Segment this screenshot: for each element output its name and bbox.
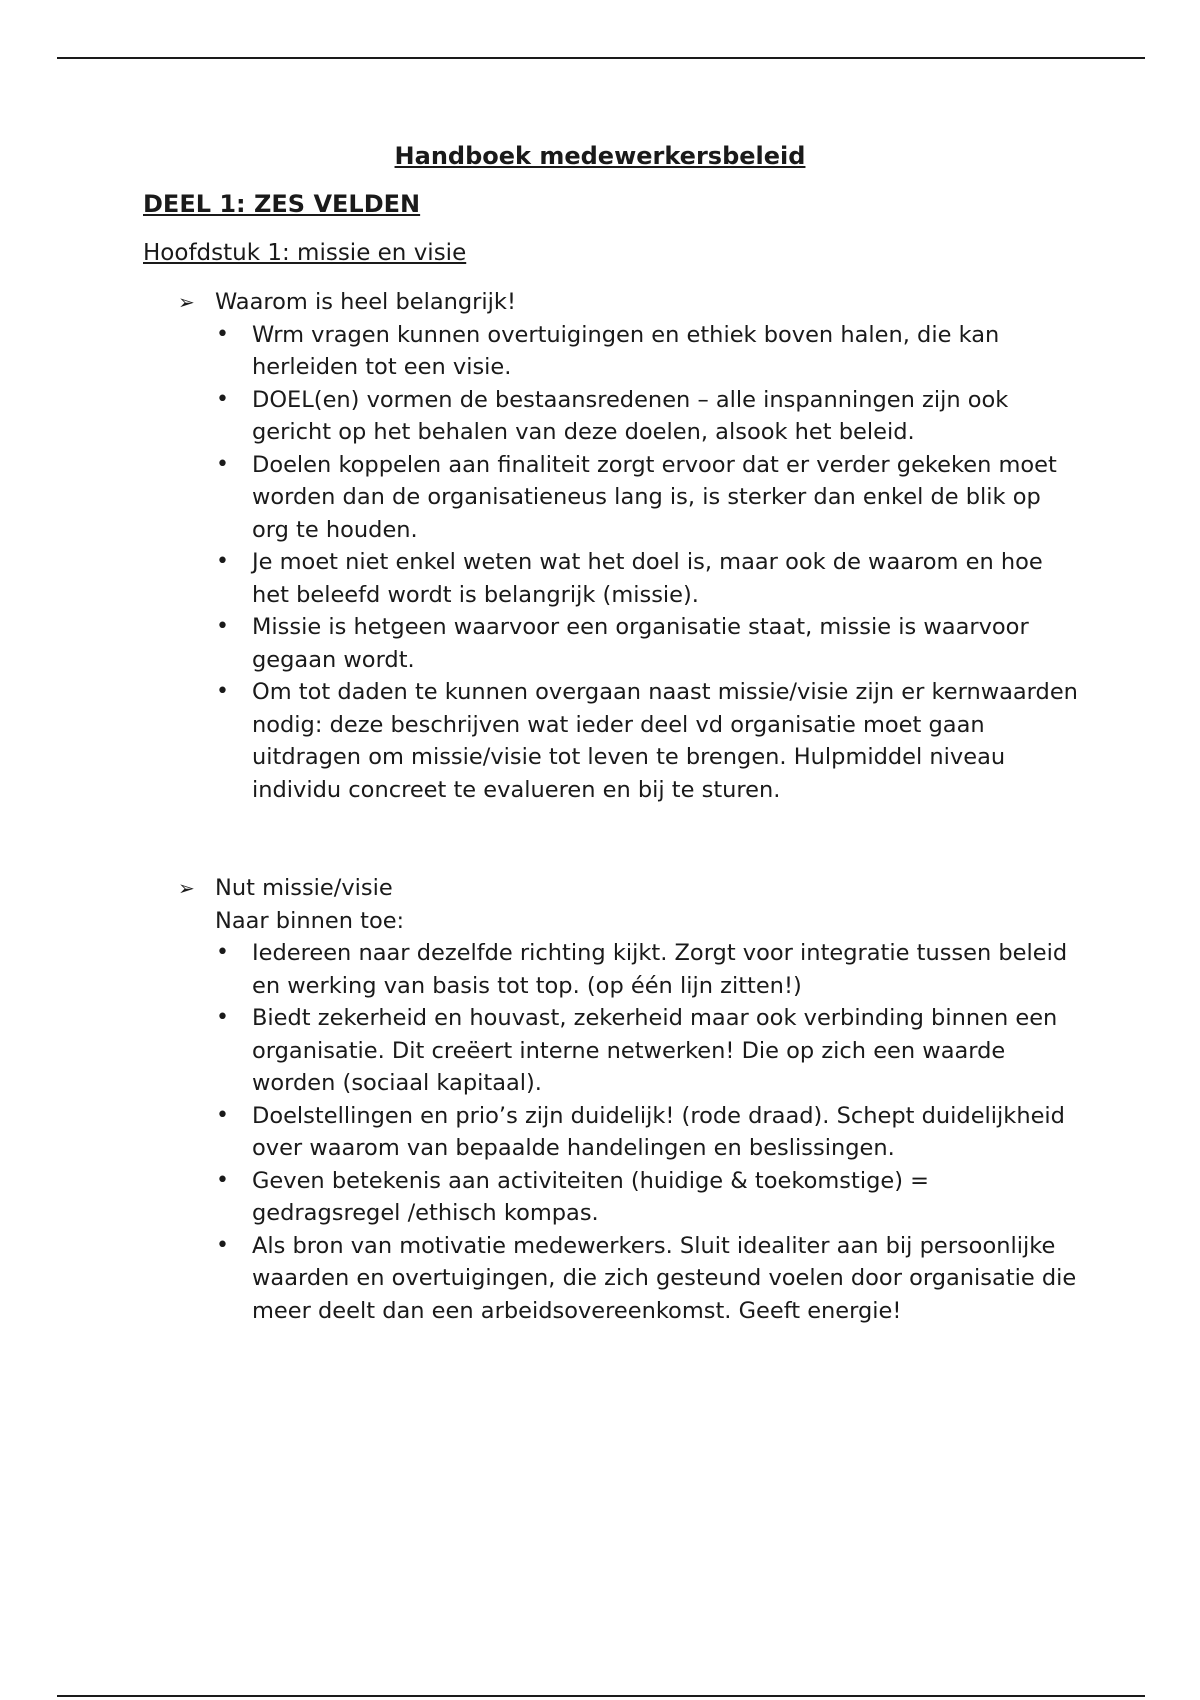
arrow-bullet-icon: ➢ bbox=[178, 876, 195, 900]
chapter-heading: Hoofdstuk 1: missie en visie bbox=[143, 240, 467, 266]
list-item-text: Doelstellingen en prio’s zijn duidelijk! (rode draad). Schept duidelijkheid over waarom van bepaalde handelingen en beslissingen. bbox=[252, 1102, 1065, 1161]
section-heading-text: Nut missie/visie bbox=[215, 875, 393, 901]
section-heading-text: Waarom is heel belangrijk! bbox=[215, 289, 516, 315]
list-item-text: DOEL(en) vormen de bestaansredenen – alle inspanningen zijn ook gericht op het behalen van deze doelen, alsook het beleid. bbox=[252, 386, 1009, 445]
part-heading: DEEL 1: ZES VELDEN bbox=[143, 190, 421, 218]
section-heading bbox=[178, 872, 1078, 905]
list-item bbox=[178, 449, 1078, 547]
bullet-dot-icon: • bbox=[216, 549, 229, 574]
bullet-dot-icon: • bbox=[216, 1232, 229, 1258]
list-item-text: Iedereen naar dezelfde richting kijkt. Zorgt voor integratie tussen beleid en werking van basis tot top. (op één lijn zitten!) bbox=[252, 940, 1068, 999]
bullet-dot-icon: • bbox=[216, 386, 229, 412]
bullet-dot-icon: • bbox=[216, 614, 229, 639]
top-rule bbox=[57, 57, 1145, 59]
list-item-text: Om tot daden te kunnen overgaan naast missie/visie zijn er kernwaarden nodig: deze beschrijven wat ieder deel vd organisatie moet gaan uitdragen om missie/visie tot leven te brengen. Hulpmiddel niveau individu concreet te evalueren en bij te sturen. bbox=[252, 679, 1078, 803]
list-item-text: Wrm vragen kunnen overtuigingen en ethiek boven halen, die kan herleiden tot een visie. bbox=[252, 321, 1000, 380]
list-item bbox=[178, 1230, 1078, 1328]
list-item-text: Doelen koppelen aan finaliteit zorgt ervoor dat er verder gekeken moet worden dan de organisatieneus lang is, is sterker dan enkel de blik op org te houden. bbox=[252, 451, 1057, 543]
list-item bbox=[178, 546, 1078, 611]
bullet-dot-icon: • bbox=[216, 1167, 229, 1193]
list-item-text: Biedt zekerheid en houvast, zekerheid maar ook verbinding binnen een organisatie. Dit creëert interne netwerken! Die op zich een waarde worden (sociaal kapitaal). bbox=[252, 1005, 1058, 1096]
bullet-dot-icon: • bbox=[216, 679, 229, 704]
bullet-dot-icon: • bbox=[216, 1102, 229, 1128]
bullet-dot-icon: • bbox=[216, 940, 229, 965]
bullet-list bbox=[178, 319, 1078, 807]
bullet-dot-icon: • bbox=[216, 321, 229, 347]
list-item bbox=[178, 1165, 1078, 1230]
list-item bbox=[178, 937, 1078, 1002]
list-item-text: Geven betekenis aan activiteiten (huidige & toekomstige) = gedragsregel /ethisch kompas. bbox=[252, 1167, 929, 1226]
section-heading bbox=[178, 286, 1078, 319]
list-item bbox=[178, 1002, 1078, 1100]
list-item-text: Missie is hetgeen waarvoor een organisatie staat, missie is waarvoor gegaan wordt. bbox=[252, 614, 1029, 673]
section-nut bbox=[178, 872, 1078, 1327]
list-item bbox=[178, 319, 1078, 384]
bullet-dot-icon: • bbox=[216, 1005, 229, 1030]
bullet-dot-icon: • bbox=[216, 451, 229, 477]
list-item bbox=[178, 611, 1078, 676]
list-item-text: Je moet niet enkel weten wat het doel is, maar ook de waarom en hoe het beleefd wordt is belangrijk (missie). bbox=[252, 549, 1043, 608]
list-item bbox=[178, 676, 1078, 806]
bullet-list bbox=[178, 937, 1078, 1327]
list-item bbox=[178, 384, 1078, 449]
section-subheading: Naar binnen toe: bbox=[215, 907, 405, 934]
list-item bbox=[178, 1100, 1078, 1165]
arrow-bullet-icon: ➢ bbox=[178, 290, 195, 314]
section-waarom bbox=[178, 286, 1078, 806]
bottom-rule bbox=[57, 1695, 1145, 1697]
list-item-text: Als bron van motivatie medewerkers. Sluit idealiter aan bij persoonlijke waarden en overtuigingen, die zich gesteund voelen door organisatie die meer deelt dan een arbeidsovereenkomst. Geeft energie! bbox=[252, 1232, 1077, 1324]
document-title: Handboek medewerkersbeleid bbox=[394, 142, 806, 170]
